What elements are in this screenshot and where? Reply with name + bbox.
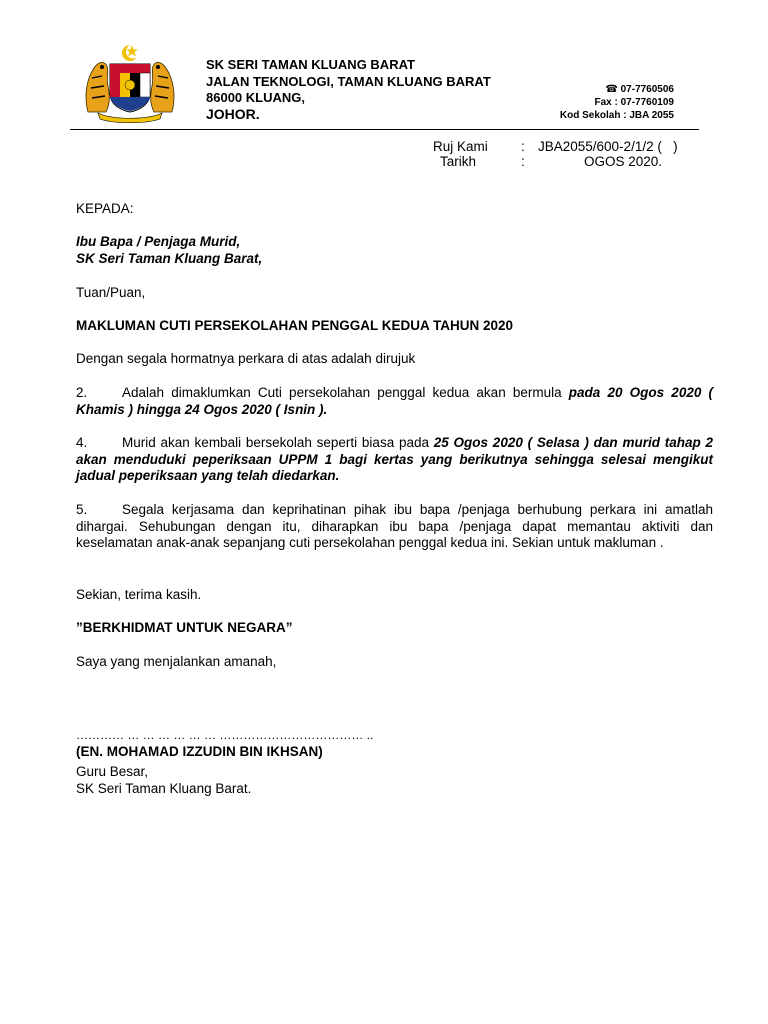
motto-text: ”BERKHIDMAT UNTUK NEGARA” bbox=[76, 620, 293, 635]
ruj-label: Ruj Kami bbox=[433, 139, 488, 154]
paragraph-5 bbox=[76, 502, 713, 552]
subject-heading: MAKLUMAN CUTI PERSEKOLAHAN PENGGAL KEDUA TAHUN 2020 bbox=[76, 318, 514, 333]
p2-number: 2. bbox=[76, 385, 88, 400]
fax-number: Fax : 07-7760109 bbox=[594, 97, 674, 108]
p4-bold: 25 Ogos 2020 ( Selasa ) dan murid tahap 2 akan menduduki peperiksaan UPPM 1 bagi kertas yang berikutnya sehingga selesai mengikut jadual peperiksaan yang telah diedarkan. bbox=[76, 435, 713, 483]
signer-title: Guru Besar, bbox=[76, 764, 149, 779]
coat-of-arms-icon bbox=[80, 42, 180, 124]
signature-line: ………… … … … … … … ……………………………… .. bbox=[76, 728, 374, 742]
paragraph-2 bbox=[76, 385, 713, 418]
recipient-line-2: SK Seri Taman Kluang Barat, bbox=[76, 251, 263, 266]
tarikh-colon: : bbox=[521, 154, 525, 169]
recipient-line-1: Ibu Bapa / Penjaga Murid, bbox=[76, 234, 241, 249]
address-line-3: JOHOR. bbox=[206, 106, 260, 122]
school-code: Kod Sekolah : JBA 2055 bbox=[559, 110, 674, 121]
tarikh-label: Tarikh bbox=[440, 154, 477, 169]
ruj-colon: : bbox=[521, 139, 525, 154]
tarikh-value: OGOS 2020. bbox=[584, 154, 663, 169]
paragraph-4 bbox=[76, 435, 713, 485]
phone-icon: ☎ bbox=[605, 84, 618, 95]
p5-number: 5. bbox=[76, 502, 88, 517]
p4-text: Murid akan kembali bersekolah seperti biasa pada bbox=[122, 435, 434, 450]
phone-number: 07-7760506 bbox=[620, 84, 674, 95]
p2-text: Adalah dimaklumkan Cuti persekolahan penggal kedua akan bermula bbox=[122, 385, 569, 400]
salutation: Tuan/Puan, bbox=[76, 285, 146, 300]
to-label: KEPADA: bbox=[76, 201, 134, 216]
p4-number: 4. bbox=[76, 435, 88, 450]
address-line-1: JALAN TEKNOLOGI, TAMAN KLUANG BARAT bbox=[206, 74, 491, 89]
school-name: SK SERI TAMAN KLUANG BARAT bbox=[206, 57, 415, 72]
address-line-2: 86000 KLUANG, bbox=[206, 90, 305, 105]
coat-of-arms-emblem bbox=[80, 42, 180, 124]
header-divider bbox=[70, 129, 699, 130]
p2-bold: pada 20 Ogos 2020 ( Khamis ) hingga 24 Ogos 2020 ( Isnin ). bbox=[76, 385, 713, 417]
ruj-value: JBA2055/600-2/1/2 ( ) bbox=[538, 139, 678, 154]
intro-text: Dengan segala hormatnya perkara di atas adalah dirujuk bbox=[76, 351, 416, 366]
signer-name: (EN. MOHAMAD IZZUDIN BIN IKHSAN) bbox=[76, 744, 323, 759]
signer-school: SK Seri Taman Kluang Barat. bbox=[76, 781, 252, 796]
phone-line bbox=[484, 83, 674, 96]
trust-text: Saya yang menjalankan amanah, bbox=[76, 654, 277, 669]
closing-text: Sekian, terima kasih. bbox=[76, 587, 202, 602]
p5-text: Segala kerjasama dan keprihatinan pihak ibu bapa /penjaga berhubung perkara ini amatlah dihargai. Sehubungan dengan itu, diharapkan ibu bapa /penjaga dapat memantau aktiviti dan keselamatan anak-anak sepanjang cuti persekolahan penggal kedua ini. Sekian untuk makluman . bbox=[76, 502, 713, 550]
